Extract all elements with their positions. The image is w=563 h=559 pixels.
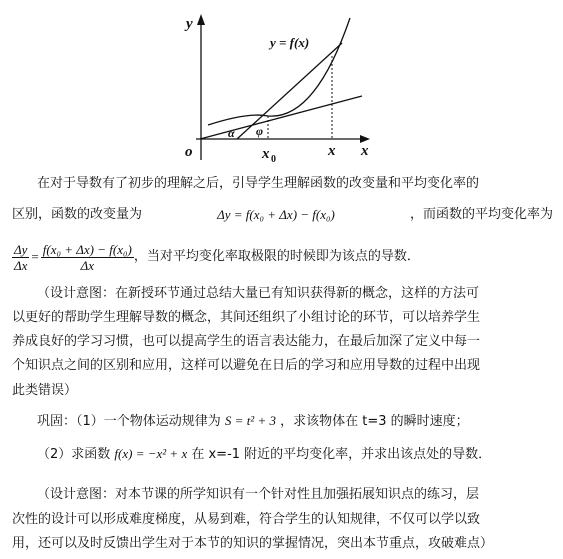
p2-line1: （设计意图：在新授环节通过总结大量已有知识获得新的概念，这样的方法可	[37, 286, 480, 301]
y-axis-arrow	[197, 14, 205, 25]
x0-subscript: 0	[271, 154, 276, 165]
function-formula: f(x) = −x² + x	[114, 446, 188, 461]
p1-line2	[12, 205, 553, 225]
delta-y-formula: Δy = f(x₀ + Δx) − f(x₀)	[217, 207, 335, 222]
p5-line1: （设计意图：对本节课的所学知识有一个针对性且加强拓展知识点的练习，层	[37, 487, 480, 502]
fraction-right	[41, 242, 134, 273]
fraction-left	[12, 242, 29, 273]
p5-line3: 用，还可以及时反馈出学生对于本节的知识的掌握情况，突出本节重点，攻破难点）	[12, 536, 494, 551]
fraction-left-num: Δy	[14, 241, 28, 257]
origin-label: o	[185, 144, 193, 160]
function-graph-figure	[0, 0, 563, 175]
p4-line	[37, 444, 553, 465]
p3-line	[37, 411, 553, 432]
fraction-left-den: Δx	[14, 257, 28, 273]
p1-line2-text-b: ，而函数的平均变化率为	[409, 207, 553, 222]
p2-line3: 养成良好的学习习惯，也可以提高学生的语言表达能力，在最后加深了定义中每一	[12, 334, 481, 349]
x-point-label: x	[328, 143, 336, 159]
x0-label: x	[262, 146, 270, 162]
x-axis-arrow	[360, 135, 370, 143]
x-axis-label: x	[361, 143, 369, 159]
p1-line3-text: ，当对平均变化率取极限的时候即为该点的导数．	[133, 249, 420, 264]
alpha-label: α	[228, 126, 235, 140]
fraction-right-den: Δx	[80, 257, 94, 273]
tangent-line	[200, 96, 362, 139]
curve-label: y = f(x)	[270, 35, 310, 50]
p5-line2: 次性的设计可以形成难度梯度，从易到难，符合学生的认知规律，不仅可以学以致	[12, 512, 481, 527]
secant-line	[237, 43, 342, 139]
p4-text-a: （2）求函数	[37, 447, 111, 462]
p2-line5: 此类错误）	[12, 383, 78, 398]
p1-line1: 在对于导数有了初步的理解之后，引导学生理解函数的改变量和平均变化率的	[37, 176, 480, 191]
p3-text-b: ，求该物体在 t=3 的瞬时速度；	[280, 414, 469, 429]
phi-label: φ	[256, 124, 264, 138]
p3-text-a: 巩固：（1）一个物体运动规律为	[37, 414, 221, 429]
equals-sign: =	[31, 249, 39, 264]
motion-formula: S = t² + 3	[224, 413, 276, 428]
fraction-right-num: f(x₀ + Δx) − f(x₀)	[42, 241, 132, 257]
p1-line3	[12, 240, 553, 274]
p2-line2: 以更好的帮助学生理解导数的概念，其间还组织了小组讨论的环节，可以培养学生	[12, 310, 481, 325]
p2-line4: 个知识点之间的区别和应用，这样可以避免在日后的学习和应用导数的过程中出现	[12, 358, 481, 373]
p4-text-b: 在 x=-1 附近的平均变化率，并求出该点处的导数．	[191, 447, 492, 462]
p1-line2-text-a: 区别，函数的改变量为	[12, 207, 143, 222]
y-axis-label: y	[186, 16, 193, 32]
